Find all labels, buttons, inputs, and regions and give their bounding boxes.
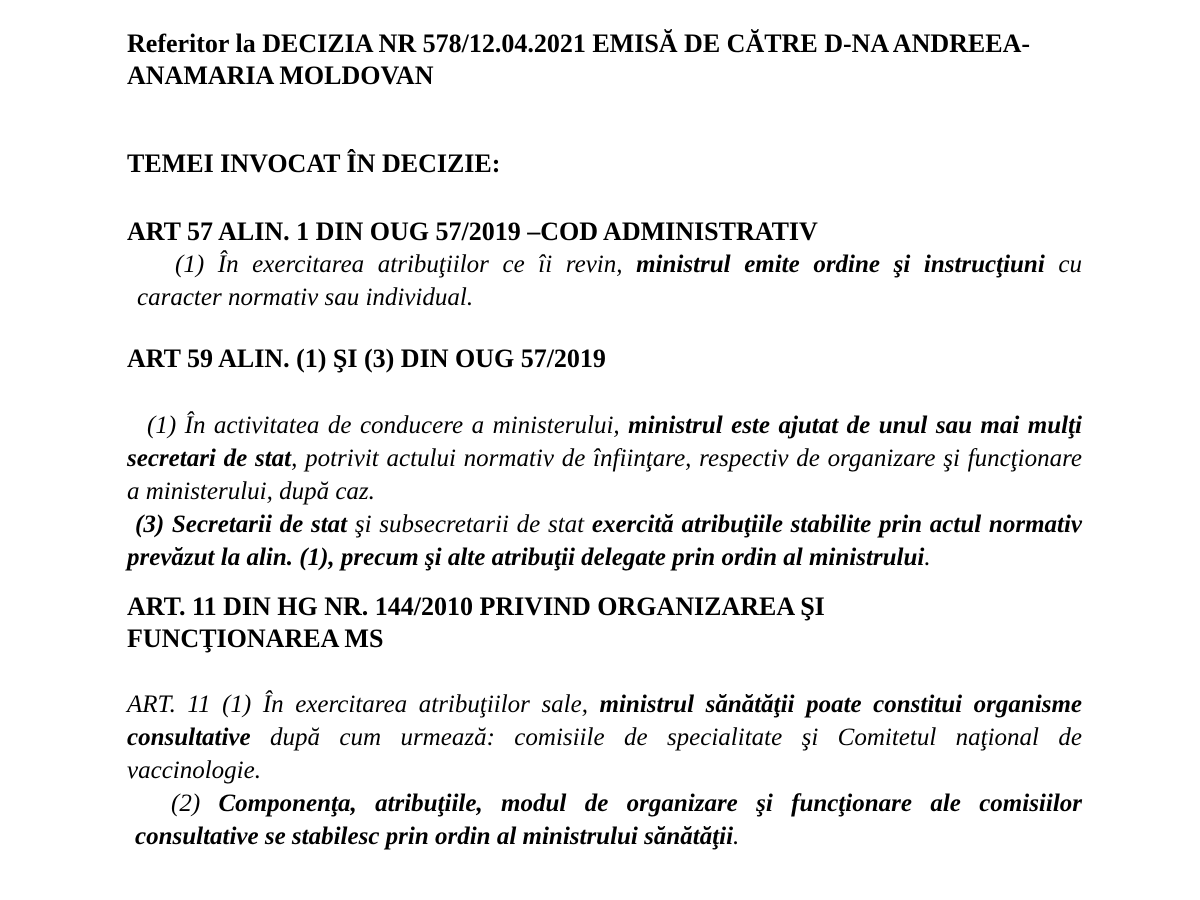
text-run-emphasis: exercită atribuţiile stabilite prin actul normativ prevăzut la alin. (1), precum şi alte atribuţii delegate prin ordin al ministrului [127,511,1083,571]
text-run-emphasis: Componenţa, atribuţiile, modul de organizare şi funcţionare ale comisiilor consultative se stabilesc prin ordin al ministrului sănătăţii [135,790,1082,850]
text-run: . [924,544,931,571]
art59-paragraph-3 [127,508,1082,574]
art59-paragraph-1 [127,409,1082,508]
art11-paragraph-1 [127,688,1082,787]
text-run: şi subsecretarii de stat [347,511,592,538]
text-run-emphasis: ministrul sănătăţii poate constitui organisme consultative [127,691,1082,751]
art11-heading: ART. 11 DIN HG NR. 144/2010 PRIVIND ORGANIZAREA ŞI FUNCŢIONAREA MS [127,592,825,653]
text-run: cu caracter normativ sau individual. [137,251,1082,311]
temei-heading: TEMEI INVOCAT ÎN DECIZIE: [127,149,501,178]
text-run: (1) În activitatea de conducere a ministerului, [147,412,629,439]
text-run-emphasis: ministrul emite ordine şi instrucţiuni [636,251,1045,278]
text-run: (2) [171,790,219,817]
text-run: . [733,823,740,850]
art57-heading: ART 57 ALIN. 1 DIN OUG 57/2019 –COD ADMINISTRATIV [127,217,818,246]
text-run: (1) În exercitarea atribuţiilor ce îi revin, [175,251,637,278]
text-run: ART. 11 (1) În exercitarea atribuţiilor sale, [127,691,600,718]
section-art57 [127,216,1082,314]
section-art59 [127,343,1082,574]
document-title: Referitor la DECIZIA NR 578/12.04.2021 EMISĂ DE CĂTRE D-NA ANDREEA-ANAMARIA MOLDOVAN [127,29,1031,90]
art11-paragraph-2 [127,787,1082,853]
text-run: , potrivit actului normativ de înfiinţare, respectiv de organizare şi funcţionare a ministerului, după caz. [127,445,1082,505]
art59-heading: ART 59 ALIN. (1) ŞI (3) DIN OUG 57/2019 [127,344,606,373]
section-art11 [127,591,1082,853]
art57-paragraph-1 [127,248,1082,314]
text-run: după cum urmează: comisiile de specialitate şi Comitetul naţional de vaccinologie. [127,724,1082,784]
text-run-emphasis: ministrul este ajutat de unul sau mai mulţi secretari de stat [127,412,1082,472]
text-run-emphasis: (3) Secretarii de stat [135,511,348,538]
